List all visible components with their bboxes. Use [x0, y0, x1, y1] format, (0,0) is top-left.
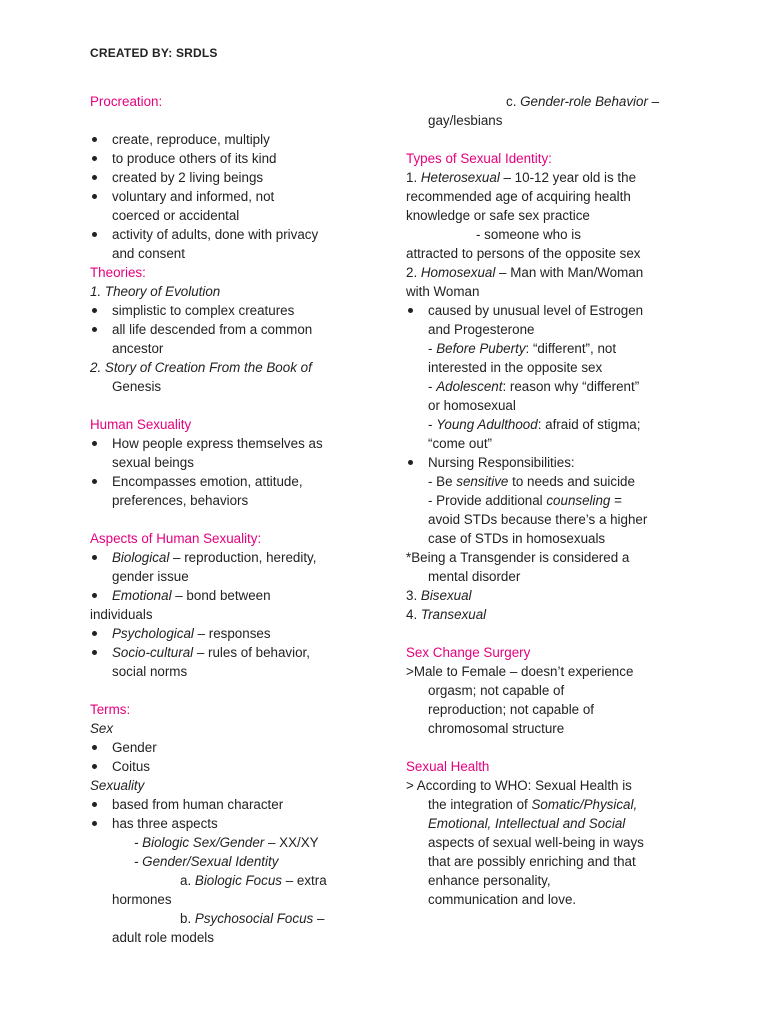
- list-item-continuation: coerced or accidental: [112, 208, 240, 223]
- type-heterosexual: 1. Heterosexual – 10-12 year old is the: [406, 170, 637, 185]
- type-homosexual: 2. Homosexual – Man with Man/Woman: [406, 265, 644, 280]
- nursing-text: avoid STDs because there’s a higher: [428, 512, 648, 527]
- stage-before-puberty: - Before Puberty: “different”, not: [428, 341, 617, 356]
- nursing-item: - Provide additional counseling =: [428, 493, 622, 508]
- nursing-text: case of STDs in homosexuals: [428, 531, 606, 546]
- focus-gender-role: c. Gender-role Behavior –: [506, 94, 660, 109]
- stage-text: interested in the opposite sex: [428, 360, 603, 375]
- list-item: Coitus: [90, 757, 390, 776]
- human-sexuality-heading: Human Sexuality: [90, 417, 192, 432]
- focus-biologic: a. Biologic Focus – extra: [180, 873, 327, 888]
- term-sex: Sex: [90, 721, 114, 736]
- types-heading: Types of Sexual Identity:: [406, 151, 552, 166]
- list-item: activity of adults, done with privacy: [90, 225, 390, 244]
- type-text: knowledge or safe sex practice: [406, 208, 590, 223]
- list-item-continuation: individuals: [90, 607, 153, 622]
- list-item-continuation: social norms: [112, 664, 188, 679]
- author-header: CREATED BY: SRDLS: [90, 46, 218, 60]
- theories-heading: Theories:: [90, 265, 146, 280]
- health-text: communication and love.: [428, 892, 577, 907]
- type-bisexual: 3. Bisexual: [406, 588, 472, 603]
- stage-text: “come out”: [428, 436, 492, 451]
- health-text: that are possibly enriching and that: [428, 854, 636, 869]
- list-item: create, reproduce, multiply: [90, 130, 390, 149]
- list-item-continuation: ancestor: [112, 341, 164, 356]
- surgery-heading: Sex Change Surgery: [406, 645, 531, 660]
- list-item: Nursing Responsibilities:: [406, 453, 696, 472]
- nursing-item: - Be sensitive to needs and suicide: [428, 474, 635, 489]
- list-item: Emotional – bond between: [90, 586, 390, 605]
- aspects-heading: Aspects of Human Sexuality:: [90, 531, 262, 546]
- list-item-continuation: sexual beings: [112, 455, 194, 470]
- list-item: Gender: [90, 738, 390, 757]
- type-text: attracted to persons of the opposite sex: [406, 246, 641, 261]
- surgery-text: orgasm; not capable of: [428, 683, 565, 698]
- list-item: simplistic to complex creatures: [90, 301, 390, 320]
- type-text: recommended age of acquiring health: [406, 189, 631, 204]
- list-item: all life descended from a common: [90, 320, 390, 339]
- health-text: > According to WHO: Sexual Health is: [406, 778, 632, 793]
- surgery-text: chromosomal structure: [428, 721, 565, 736]
- transgender-note: *Being a Transgender is considered a: [406, 550, 630, 565]
- focus-biologic-continuation: hormones: [112, 892, 172, 907]
- list-item: Biological – reproduction, heredity,: [90, 548, 390, 567]
- health-text: enhance personality,: [428, 873, 551, 888]
- list-item: Socio-cultural – rules of behavior,: [90, 643, 390, 662]
- type-transexual: 4. Transexual: [406, 607, 487, 622]
- focus-gender-role-continuation: gay/lesbians: [428, 113, 503, 128]
- list-item: Encompasses emotion, attitude,: [90, 472, 390, 491]
- theory-creation: 2. Story of Creation From the Book of: [90, 360, 312, 375]
- health-text: the integration of Somatic/Physical,: [428, 797, 638, 812]
- type-text: with Woman: [406, 284, 480, 299]
- list-item: has three aspects: [90, 814, 390, 833]
- list-item: How people express themselves as: [90, 434, 390, 453]
- list-item: voluntary and informed, not: [90, 187, 390, 206]
- right-column: [406, 92, 696, 909]
- health-heading: Sexual Health: [406, 759, 490, 774]
- focus-psychosocial-continuation: adult role models: [112, 930, 214, 945]
- list-item: based from human character: [90, 795, 390, 814]
- health-text: aspects of sexual well-being in ways: [428, 835, 644, 850]
- list-item-continuation: preferences, behaviors: [112, 493, 249, 508]
- list-item-continuation: and consent: [112, 246, 185, 261]
- stage-young-adulthood: - Young Adulthood: afraid of stigma;: [428, 417, 641, 432]
- list-item-continuation: gender issue: [112, 569, 189, 584]
- health-text: Emotional, Intellectual and Social: [428, 816, 626, 831]
- procreation-heading: Procreation:: [90, 94, 163, 109]
- stage-text: or homosexual: [428, 398, 516, 413]
- type-text: - someone who is: [476, 227, 581, 242]
- aspect-gender-identity: - Gender/Sexual Identity: [134, 854, 279, 869]
- theory-evolution: 1. Theory of Evolution: [90, 284, 221, 299]
- list-item-continuation: and Progesterone: [428, 322, 535, 337]
- term-sexuality: Sexuality: [90, 778, 145, 793]
- list-item: to produce others of its kind: [90, 149, 390, 168]
- list-item: Psychological – responses: [90, 624, 390, 643]
- terms-heading: Terms:: [90, 702, 131, 717]
- stage-adolescent: - Adolescent: reason why “different”: [428, 379, 640, 394]
- focus-psychosocial: b. Psychosocial Focus –: [180, 911, 325, 926]
- transgender-note-continuation: mental disorder: [428, 569, 521, 584]
- aspect-biologic-sex: - Biologic Sex/Gender – XX/XY: [134, 835, 319, 850]
- surgery-text: >Male to Female – doesn’t experience: [406, 664, 634, 679]
- list-item: caused by unusual level of Estrogen: [406, 301, 696, 320]
- theory-creation-continuation: Genesis: [112, 379, 162, 394]
- surgery-text: reproduction; not capable of: [428, 702, 595, 717]
- list-item: created by 2 living beings: [90, 168, 390, 187]
- left-column: [90, 92, 390, 947]
